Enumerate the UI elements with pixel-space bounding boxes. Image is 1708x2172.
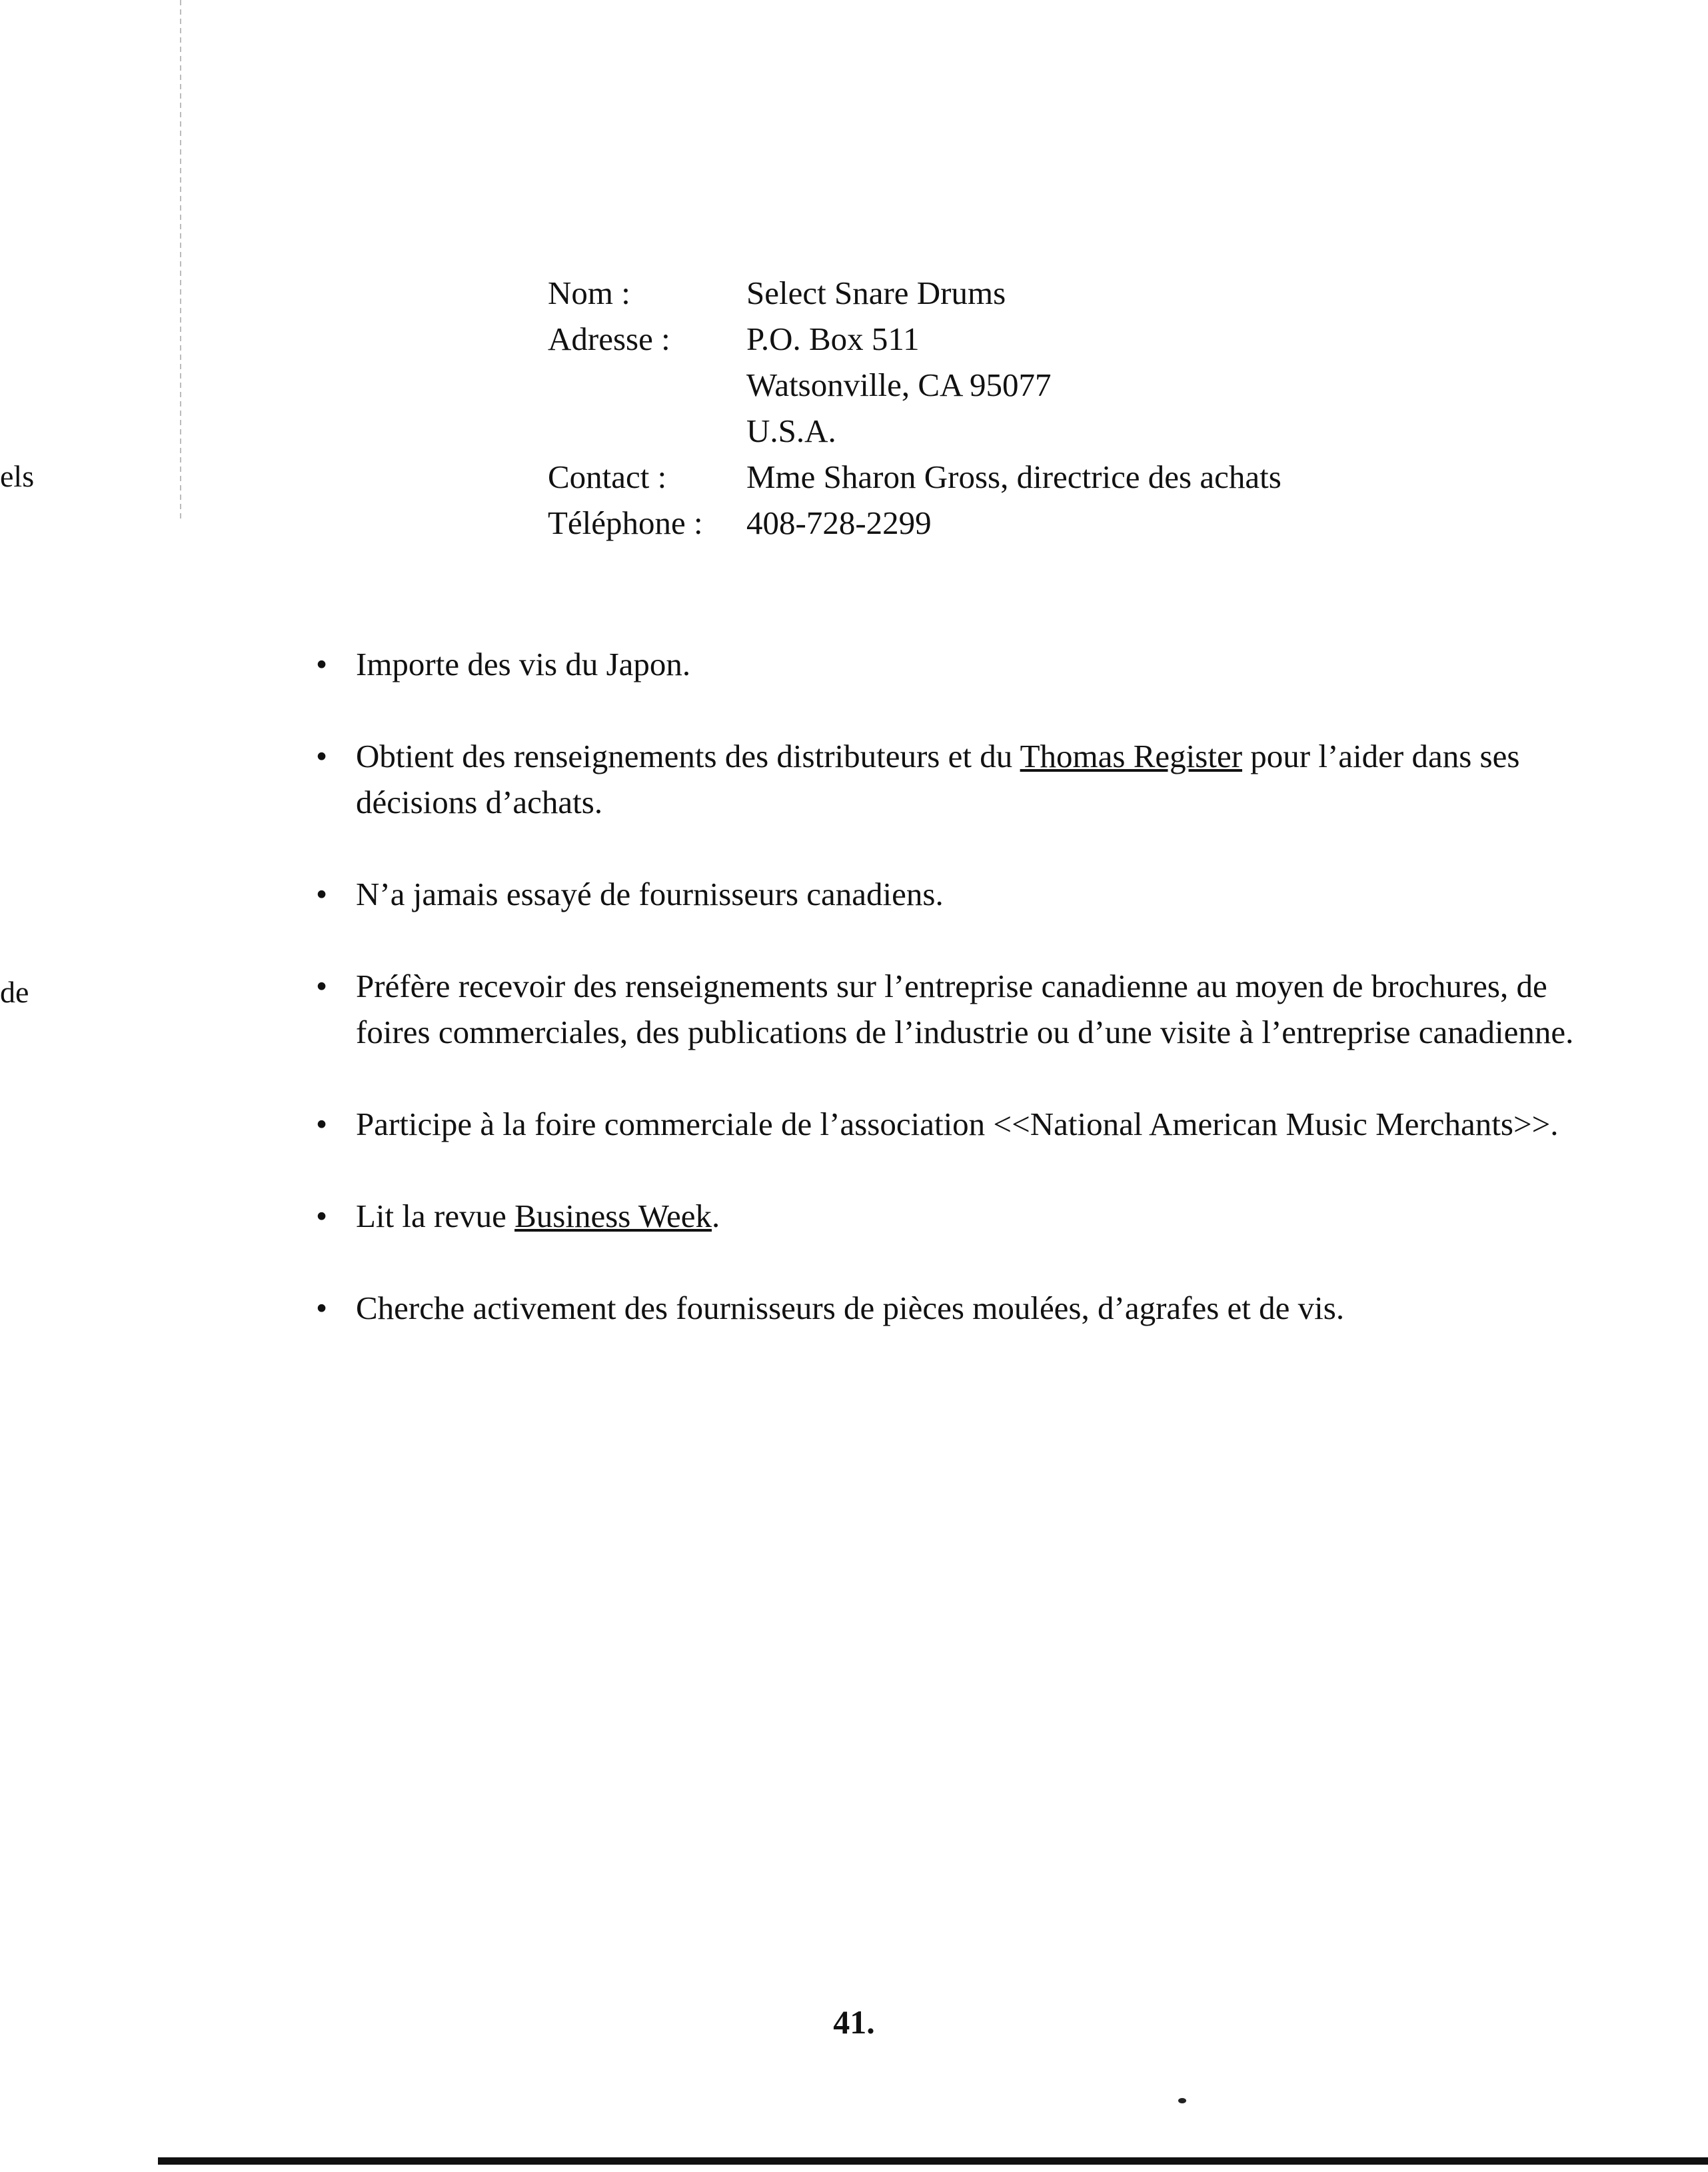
value-address-line-3: U.S.A. (746, 413, 836, 449)
margin-fragment-1: els (0, 459, 35, 493)
margin-fragment-2: de (0, 975, 29, 1009)
info-row-contact (548, 454, 1281, 500)
bullet-text-1: Importe des vis du Japon. (356, 646, 691, 682)
bullet-item-2 (316, 733, 1582, 825)
bullet-text-7: Cherche activement des fournisseurs de pièces moulées, d’agrafes et de vis. (356, 1290, 1345, 1326)
info-row-name (548, 270, 1281, 316)
label-adresse: Adresse : (548, 321, 670, 357)
bullet-text-5: Participe à la foire commerciale de l’association <<National American Music Merchants>>. (356, 1106, 1559, 1142)
info-row-address-1 (548, 316, 1281, 362)
value-address-line-2: Watsonville, CA 95077 (746, 367, 1052, 403)
page-number: 41. (833, 2003, 875, 2041)
bullet-text-4: Préfère recevoir des renseignements sur l’entreprise canadienne au moyen de brochures, de foires commerciales, des publications de l’industrie ou d’une visite à l’entreprise canadienne. (356, 968, 1574, 1050)
bullet-item-6 (316, 1193, 1582, 1239)
info-row-address-3 (548, 408, 1281, 454)
bullet-item-5 (316, 1101, 1582, 1147)
label-telephone: Téléphone : (548, 505, 703, 541)
label-nom: Nom : (548, 275, 630, 311)
bullet-text-6-pre: Lit la revue (356, 1198, 515, 1234)
bullet-item-7 (316, 1285, 1582, 1331)
bullet-item-1 (316, 641, 1582, 687)
value-phone: 408-728-2299 (746, 505, 932, 541)
business-week-title: Business Week (514, 1198, 712, 1234)
label-contact: Contact : (548, 459, 667, 495)
label-empty-1 (548, 362, 746, 408)
thomas-register-title: Thomas Register (1020, 738, 1243, 774)
scan-speck (1178, 2098, 1186, 2103)
value-company-name: Select Snare Drums (746, 275, 1006, 311)
bullet-item-3 (316, 871, 1582, 917)
binding-edge-line (180, 0, 181, 520)
info-row-phone (548, 500, 1281, 546)
bullet-text-2-pre: Obtient des renseignements des distributeurs et du (356, 738, 1020, 774)
bullet-list (316, 641, 1582, 1377)
info-row-address-2 (548, 362, 1281, 408)
bullet-text-6-post: . (712, 1198, 720, 1234)
bullet-text-3: N’a jamais essayé de fournisseurs canadiens. (356, 876, 944, 912)
label-empty-2 (548, 408, 746, 454)
bullet-item-4 (316, 963, 1582, 1055)
value-contact-person: Mme Sharon Gross, directrice des achats (746, 459, 1281, 495)
contact-info-table (548, 270, 1281, 546)
bullet-text-2-post: pour l’aider dans ses décisions d’achats. (356, 738, 1520, 820)
bottom-rule (158, 2157, 1708, 2165)
value-address-line-1: P.O. Box 511 (746, 321, 920, 357)
